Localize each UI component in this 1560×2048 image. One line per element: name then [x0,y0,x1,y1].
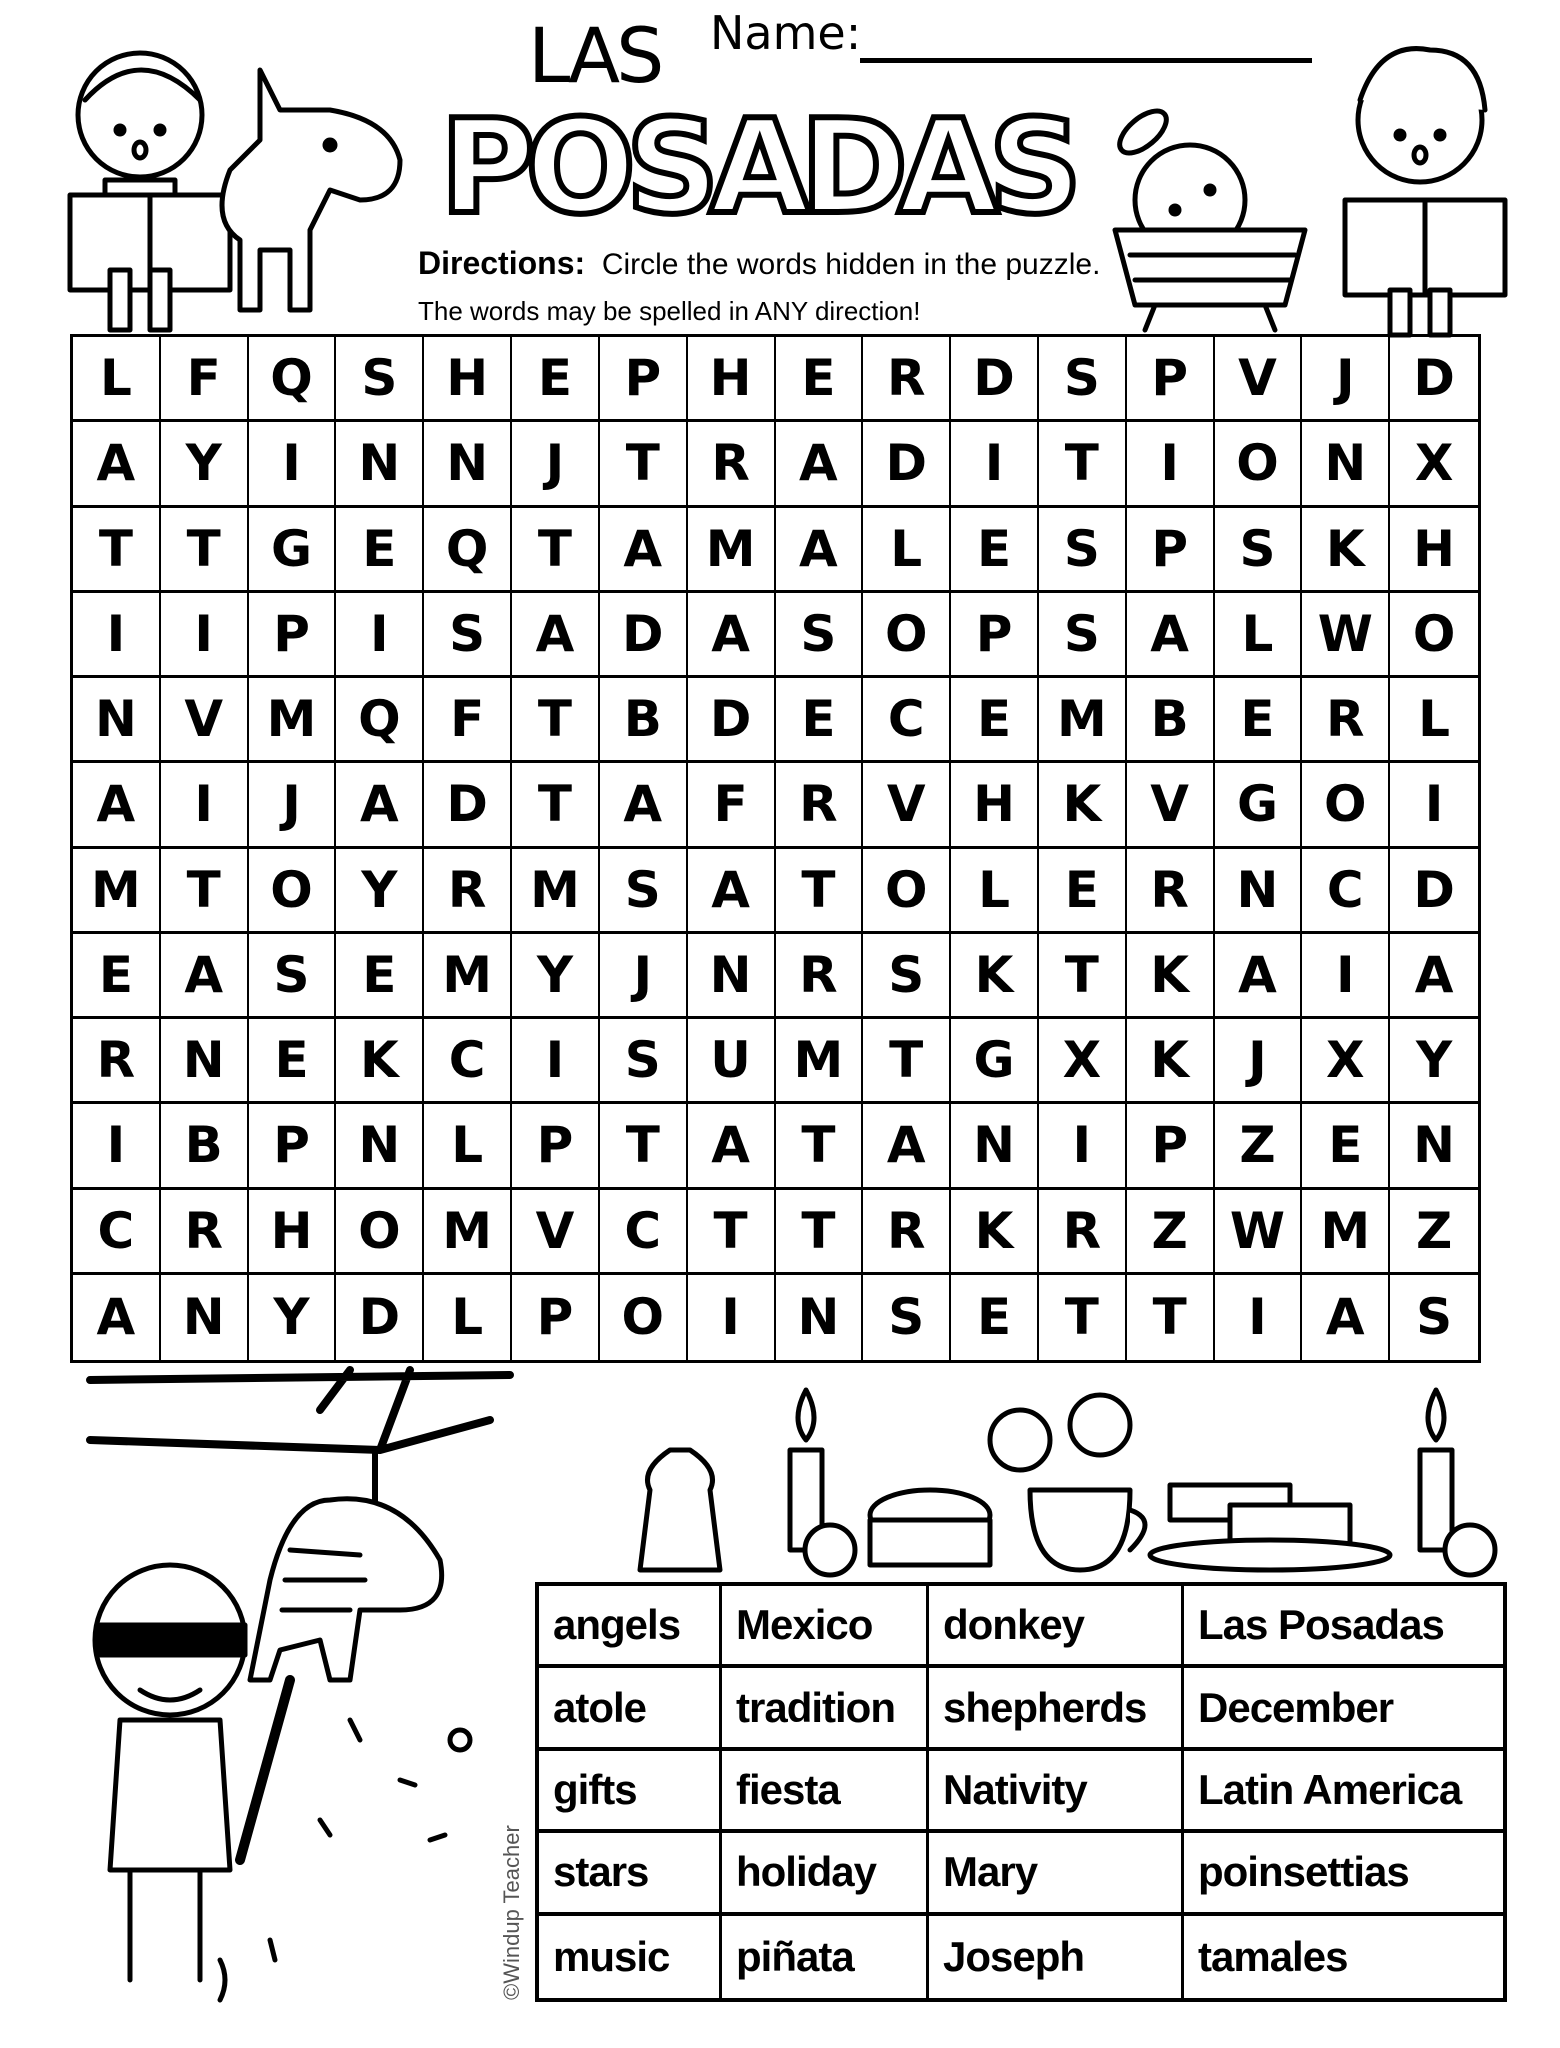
grid-cell[interactable]: T [600,1104,688,1189]
grid-cell[interactable]: L [1390,678,1478,763]
grid-cell[interactable]: Y [1390,1019,1478,1104]
word-bank-item: gifts [539,1751,722,1833]
grid-cell[interactable]: Z [1215,1104,1303,1189]
grid-cell[interactable]: S [1039,337,1127,422]
grid-cell[interactable]: T [73,508,161,593]
grid-cell[interactable]: R [1039,1190,1127,1275]
grid-cell[interactable]: S [863,934,951,1019]
grid-cell[interactable]: A [512,593,600,678]
grid-cell[interactable]: R [1127,849,1215,934]
grid-cell[interactable]: C [73,1190,161,1275]
grid-cell[interactable]: V [1215,337,1303,422]
grid-cell[interactable]: B [1127,678,1215,763]
grid-cell[interactable]: N [1215,849,1303,934]
grid-cell[interactable]: X [1390,422,1478,507]
grid-cell[interactable]: N [776,1275,864,1360]
grid-cell[interactable]: S [776,593,864,678]
grid-cell[interactable]: P [951,593,1039,678]
grid-cell[interactable]: K [1302,508,1390,593]
grid-cell[interactable]: R [161,1190,249,1275]
grid-cell[interactable]: S [1215,508,1303,593]
grid-cell[interactable]: L [424,1275,512,1360]
directions-label: Directions: [418,245,586,281]
grid-cell[interactable]: E [336,934,424,1019]
grid-cell[interactable]: M [1039,678,1127,763]
grid-cell[interactable]: H [688,337,776,422]
grid-cell[interactable]: U [688,1019,776,1104]
baby-jesus-manger-illustration [1095,90,1325,330]
grid-cell[interactable]: A [776,508,864,593]
grid-cell[interactable]: D [1390,337,1478,422]
grid-cell[interactable]: K [1127,934,1215,1019]
grid-cell[interactable]: S [1416,1288,1453,1347]
grid-cell[interactable]: S [600,1019,688,1104]
grid-cell[interactable]: A [73,422,161,507]
grid-cell[interactable]: P [512,1275,600,1360]
grid-cell[interactable]: I [73,593,161,678]
grid-cell[interactable]: R [73,1019,161,1104]
grid-cell[interactable]: T [1039,1275,1127,1360]
word-bank-item: fiesta [722,1751,929,1833]
grid-cell[interactable]: C [424,1019,512,1104]
grid-cell[interactable]: P [1127,1104,1215,1189]
grid-cell[interactable]: O [863,593,951,678]
word-bank-item: angels [539,1586,722,1668]
grid-cell[interactable]: A [161,934,249,1019]
grid-cell[interactable]: M [73,849,161,934]
grid-cell[interactable]: E [512,337,600,422]
grid-cell[interactable]: J [600,934,688,1019]
grid-cell[interactable]: C [600,1190,688,1275]
grid-cell[interactable]: T [776,849,864,934]
grid-cell[interactable]: F [424,678,512,763]
grid-cell[interactable]: T [161,849,249,934]
grid-cell[interactable]: M [424,1190,512,1275]
grid-cell[interactable]: S [1039,593,1127,678]
grid-cell[interactable]: M [1302,1190,1390,1275]
grid-cell[interactable]: O [863,849,951,934]
grid-cell[interactable]: I [1215,1275,1303,1360]
grid-cell[interactable]: B [600,678,688,763]
child-hitting-pinata-illustration [20,1440,490,2000]
grid-cell[interactable]: E [776,337,864,422]
grid-cell[interactable]: K [336,1019,424,1104]
grid-cell[interactable]: J [1302,337,1390,422]
grid-cell[interactable]: E [776,678,864,763]
grid-cell[interactable]: K [951,934,1039,1019]
grid-cell[interactable]: D [688,678,776,763]
grid-cell[interactable]: I [688,1275,776,1360]
grid-cell[interactable]: T [1127,1275,1215,1360]
grid-cell[interactable]: Q [336,678,424,763]
grid-cell[interactable]: B [161,1104,249,1189]
grid-cell[interactable]: G [1215,763,1303,848]
grid-cell[interactable]: I [1390,763,1478,848]
grid-cell[interactable]: D [600,593,688,678]
grid-cell[interactable]: N [161,1275,249,1360]
grid-cell[interactable]: E [249,1019,337,1104]
grid-cell[interactable]: V [1127,763,1215,848]
grid-cell[interactable]: I [161,593,249,678]
title-posadas: POSADAS [440,91,1073,243]
grid-cell[interactable]: H [249,1190,337,1275]
grid-cell[interactable]: E [1302,1104,1390,1189]
grid-cell[interactable]: Y [512,934,600,1019]
grid-cell[interactable]: P [249,593,337,678]
grid-cell[interactable]: Z [1390,1190,1478,1275]
grid-cell[interactable]: M [249,678,337,763]
grid-cell[interactable]: M [776,1019,864,1104]
grid-cell[interactable]: C [863,678,951,763]
word-bank-item: Joseph [929,1916,1184,1998]
grid-cell[interactable]: D [951,337,1039,422]
grid-cell[interactable]: I [1302,934,1390,1019]
word-bank-item: piñata [722,1916,929,1998]
word-bank-item: Mary [929,1833,1184,1915]
grid-cell[interactable]: F [161,337,249,422]
grid-cell[interactable]: T [600,422,688,507]
grid-cell[interactable]: C [1302,849,1390,934]
grid-cell[interactable]: K [951,1190,1039,1275]
grid-cell[interactable]: R [1302,678,1390,763]
grid-cell[interactable]: A [688,849,776,934]
grid-cell[interactable]: N [161,1019,249,1104]
grid-cell[interactable]: N [73,678,161,763]
grid-cell[interactable]: T [776,1190,864,1275]
grid-cell[interactable]: Y [249,1275,337,1360]
grid-cell[interactable]: W [1302,593,1390,678]
grid-cell[interactable]: A [73,1275,161,1360]
grid-cell[interactable]: H [1390,508,1478,593]
grid-cell[interactable]: X [1039,1019,1127,1104]
grid-cell[interactable]: D [1390,849,1478,934]
grid-cell[interactable]: E [951,678,1039,763]
grid-cell[interactable]: R [688,422,776,507]
grid-cell[interactable]: H [951,763,1039,848]
grid-cell[interactable]: T [161,508,249,593]
grid-cell[interactable]: O [336,1190,424,1275]
grid-cell[interactable]: E [1215,678,1303,763]
word-bank-item: tamales [1198,1932,1348,1980]
word-bank-item: holiday [722,1833,929,1915]
grid-cell[interactable]: A [73,763,161,848]
word-bank-item: poinsettias [1184,1833,1503,1915]
grid-cell[interactable]: L [1215,593,1303,678]
grid-cell[interactable]: N [951,1104,1039,1189]
grid-cell[interactable]: O [600,1275,688,1360]
grid-cell[interactable]: K [1039,763,1127,848]
grid-cell[interactable]: I [73,1104,161,1189]
grid-cell[interactable]: A [776,422,864,507]
grid-cell[interactable]: A [1390,934,1478,1019]
grid-cell[interactable]: J [512,422,600,507]
grid-cell[interactable]: T [512,508,600,593]
grid-cell[interactable]: M [512,849,600,934]
word-bank-item: tradition [722,1668,929,1750]
grid-cell[interactable]: I [1127,422,1215,507]
grid-cell[interactable]: I [1039,1104,1127,1189]
title-las: LAS [528,11,661,100]
word-bank-item: atole [539,1668,722,1750]
word-bank-item: December [1184,1668,1503,1750]
grid-cell[interactable]: P [512,1104,600,1189]
grid-cell[interactable]: P [600,337,688,422]
grid-cell[interactable]: T [1039,934,1127,1019]
word-bank-table [535,1582,1507,2002]
name-label: Name: [710,6,862,60]
grid-cell[interactable]: J [249,763,337,848]
word-bank-item: Mexico [722,1586,929,1668]
grid-cell[interactable]: Q [424,508,512,593]
grid-cell[interactable]: K [1127,1019,1215,1104]
grid-cell[interactable]: A [600,508,688,593]
word-bank-item: Nativity [929,1751,1184,1833]
grid-cell[interactable]: N [1390,1104,1478,1189]
grid-cell[interactable]: R [776,934,864,1019]
grid-cell[interactable]: X [1302,1019,1390,1104]
grid-cell[interactable]: A [688,1104,776,1189]
grid-cell[interactable]: R [424,849,512,934]
boy-caroling-illustration [1320,20,1520,340]
grid-cell[interactable]: S [336,337,424,422]
food-table-illustration [630,1370,1510,1580]
grid-cell[interactable]: A [336,763,424,848]
grid-cell[interactable]: T [512,763,600,848]
copyright-watermark: ©Windup Teacher [499,1825,524,2000]
grid-cell[interactable]: N [1302,422,1390,507]
grid-cell[interactable]: S [249,934,337,1019]
word-bank-item: Latin America [1184,1751,1503,1833]
grid-cell[interactable]: T [863,1019,951,1104]
grid-cell[interactable]: R [776,763,864,848]
grid-cell[interactable]: Y [336,849,424,934]
grid-cell[interactable]: O [1390,593,1478,678]
grid-cell[interactable]: O [1302,763,1390,848]
grid-cell[interactable]: G [951,1019,1039,1104]
grid-cell[interactable]: N [424,422,512,507]
grid-cell[interactable]: E [73,934,161,1019]
grid-cell[interactable]: M [424,934,512,1019]
grid-cell[interactable]: T [688,1190,776,1275]
grid-cell[interactable]: P [1127,337,1215,422]
grid-cell[interactable]: S [1039,508,1127,593]
grid-cell[interactable]: V [161,678,249,763]
grid-cell[interactable]: A [1302,1275,1390,1360]
grid-cell[interactable]: J [1215,1019,1303,1104]
grid-cell[interactable]: E [951,508,1039,593]
grid-cell[interactable]: S [424,593,512,678]
grid-cell[interactable]: F [688,763,776,848]
word-bank-item: Las Posadas [1184,1586,1503,1668]
grid-cell[interactable]: M [688,508,776,593]
grid-cell[interactable]: L [424,1104,512,1189]
grid-cell[interactable]: I [249,422,337,507]
word-bank-item: donkey [929,1586,1184,1668]
grid-cell[interactable]: I [336,593,424,678]
word-search-grid [70,334,1481,1363]
grid-cell[interactable]: A [688,593,776,678]
grid-cell[interactable]: I [951,422,1039,507]
grid-cell[interactable]: E [951,1275,1039,1360]
grid-cell[interactable]: T [512,678,600,763]
grid-cell[interactable]: Z [1127,1190,1215,1275]
grid-cell[interactable]: Y [161,422,249,507]
grid-cell[interactable]: P [249,1104,337,1189]
grid-cell[interactable]: P [1127,508,1215,593]
word-bank-item: stars [539,1833,722,1915]
grid-cell[interactable]: D [336,1275,424,1360]
word-bank-item: shepherds [929,1668,1184,1750]
grid-cell[interactable]: T [776,1104,864,1189]
grid-cell[interactable]: E [336,508,424,593]
grid-cell[interactable]: S [863,1275,951,1360]
grid-cell[interactable]: A [600,763,688,848]
grid-cell[interactable]: I [161,763,249,848]
grid-cell[interactable]: N [336,1104,424,1189]
grid-cell[interactable]: V [863,763,951,848]
grid-cell[interactable]: L [73,337,161,422]
name-field[interactable] [860,58,1312,63]
grid-cell[interactable]: A [863,1104,951,1189]
grid-cell[interactable]: L [863,508,951,593]
grid-cell[interactable]: L [951,849,1039,934]
grid-cell[interactable]: T [1039,422,1127,507]
directions-text: Circle the words hidden in the puzzle. [601,248,1101,281]
grid-cell[interactable]: N [336,422,424,507]
grid-cell[interactable]: D [424,763,512,848]
grid-cell[interactable]: O [1215,422,1303,507]
grid-cell[interactable]: N [688,934,776,1019]
grid-cell[interactable]: S [600,849,688,934]
grid-cell[interactable]: A [1127,593,1215,678]
donkey-illustration [200,50,430,320]
grid-cell[interactable]: R [863,1190,951,1275]
grid-cell[interactable]: W [1215,1190,1303,1275]
grid-cell[interactable]: A [1215,934,1303,1019]
grid-cell[interactable]: R [863,337,951,422]
grid-cell[interactable]: Q [249,337,337,422]
grid-cell[interactable]: H [424,337,512,422]
grid-cell[interactable]: I [512,1019,600,1104]
grid-cell[interactable]: G [249,508,337,593]
word-bank-item: music [539,1916,722,1998]
grid-cell[interactable]: V [512,1190,600,1275]
directions-line2: The words may be spelled in ANY direction! [418,296,921,326]
directions [418,244,1100,283]
grid-cell[interactable]: E [1039,849,1127,934]
grid-cell[interactable]: D [863,422,951,507]
grid-cell[interactable]: O [249,849,337,934]
